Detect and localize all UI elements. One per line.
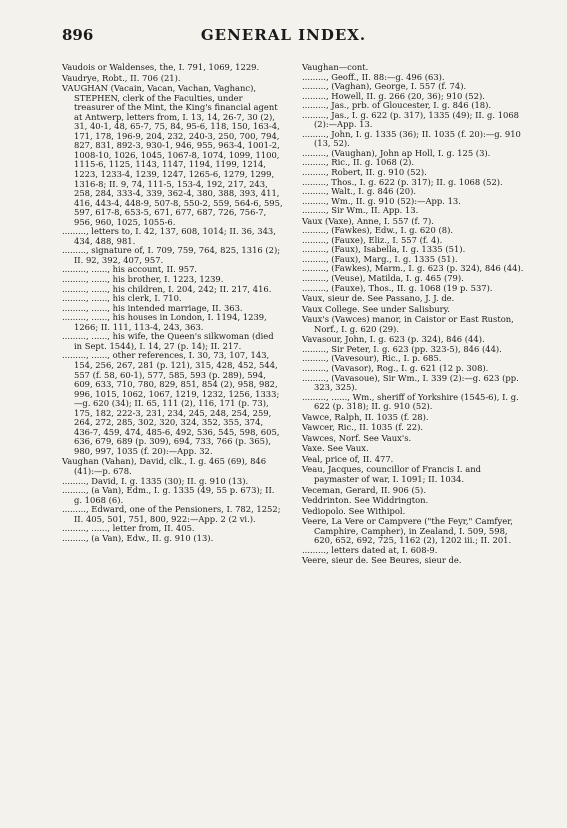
index-entry: ........., ......, his wife, the Queen's silkwoman (died in Sept. 1544), I. 14, 27 (p. 14); II. 217. xyxy=(62,331,274,351)
index-entry: ........., (Vavesour), Ric., I. p. 685. xyxy=(302,353,442,364)
index-entry: Vawcer, Ric., II. 1035 (f. 22). xyxy=(302,422,424,433)
index-entry: Vaudois or Waldenses, the, I. 791, 1069, 1229. xyxy=(62,62,260,72)
index-entry: ........., Sir Peter, I. g. 623 (pp. 323-5), 846 (44). xyxy=(302,343,502,354)
index-entry: ........., Geoff., II. 88:—g. 496 (63). xyxy=(302,71,445,82)
page-header xyxy=(0,26,567,46)
index-entry: ........., Thos., I. g. 622 (p. 317); II. g. 1068 (52). xyxy=(302,176,503,187)
index-entry: Vaux (Vaxe), Anne, I. 557 (f. 7). xyxy=(302,215,434,226)
index-entry: Veceman, Gerard, II. 906 (5). xyxy=(302,484,426,495)
index-entry: Vawces, Norf. See Vaux's. xyxy=(302,432,412,443)
index-entry: ........., John, I. g. 1335 (36); II. 1035 (f. 20):—g. 910 (13, 52). xyxy=(302,128,521,149)
index-entry: Vawce, Ralph, II. 1035 (f. 28). xyxy=(302,411,429,422)
index-entry: Veau, Jacques, councillor of Francis I. and paymaster of war, I. 1091; II. 1034. xyxy=(302,464,481,484)
index-entry: ........., Wm., II. g. 910 (52):—App. 13. xyxy=(302,195,461,206)
index-entry: ........., ......, his children, I. 204, 242; II. 217, 416. xyxy=(62,283,272,294)
index-entry: Vaudrye, Robt., II. 706 (21). xyxy=(62,72,181,83)
index-entry: ........., (a Van), Edm., I. g. 1335 (49, 55 p. 673); II. g. 1068 (6). xyxy=(62,485,275,505)
index-entry: Vaughan (Vahan), David, clk., I. g. 465 (69), 846 (41):—p. 678. xyxy=(62,456,267,476)
index-entry: ........., letters to, I. 42, 137, 608, 1014; II. 36, 343, 434, 488, 981. xyxy=(62,226,276,246)
index-entry: ........., (Faux), Isabella, I. g. 1335 (51). xyxy=(302,244,466,255)
index-entry: Vaux's (Vawces) manor, in Caistor or East Ruston, Norf., I. g. 620 (29). xyxy=(302,314,514,334)
index-entry: ........., ......, his intended marriage, II. 363. xyxy=(62,302,243,313)
index-entry: ........., letters dated at, I. 608-9. xyxy=(302,544,438,555)
index-entry: ........., ......, letter from, II. 405. xyxy=(62,523,195,534)
index-entry: ........., (Fawkes), Marm., I. g. 623 (p. 324), 846 (44). xyxy=(302,263,524,274)
index-entry: ........., Edward, one of the Pensioners, I. 782, 1252; II. 405, 501, 751, 800, 922:—App. 2 (2 vi.). xyxy=(62,504,281,524)
index-entry: ........., (Vaghan), George, I. 557 (f. 74). xyxy=(302,81,467,92)
index-entry: ........., Jas., prb. of Gloucester, I. g. 846 (18). xyxy=(302,100,492,111)
index-entry: ........., (Fauxe), Thos., II. g. 1068 (19 p. 537). xyxy=(302,282,493,293)
index-entry: ........., ......, his brother, I. 1223, 1239. xyxy=(62,274,224,285)
index-entry: ........., (Faux), Marg., I. g. 1335 (51). xyxy=(302,253,458,264)
index-entry: ........., (Veuse), Matilda, I. g. 465 (79). xyxy=(302,273,464,284)
index-entry: ........., ......, Wm., sheriff of Yorkshire (1545-6), I. g. 622 (p. 318); II. g. 910 (52). xyxy=(302,391,519,412)
index-entry: ........., Walt., I. g. 846 (20). xyxy=(302,186,417,197)
left-index-column xyxy=(62,62,284,543)
index-entry: ........., ......, his clerk, I. 710. xyxy=(62,293,182,304)
index-entry: ........., ......, his account, II. 957. xyxy=(62,264,198,275)
index-entry: Veal, price of, II. 477. xyxy=(302,453,394,464)
page-title: GENERAL INDEX. xyxy=(200,26,367,44)
index-entry: VAUGHAN (Vacain, Vacan, Vachan, Vaghanc), STEPHEN, clerk of the Faculties, under treasurer of the Mint, the King's financial agent at Antwerp, letters from, I. 13, 14, 26-7, 30 (2), 31, 40-1, 48, 65-7, 75, 84, 95-6, 118, 150, 163-4, 171, 178, 196-9, 204, 232, 240-3, 250, 700, 794, 827, 831, 892-3, 930-1, 946, 955, 963-4, 1001-2, 1008-10, 1026, 1045, 1067-8, 1074, 1099, 1100, 1115-6, 1125, 1143, 1147, 1194, 1199, 1214, 1223, 1233-4, 1239, 1247, 1265-6, 1279, 1299, 1316-8; II. 9, 74, 111-5, 153-4, 192, 217, 243, 258, 284, 333-4, 339, 362-4, 380, 388, 393, 411, 416, 443-4, 448-9, 507-8, 550-2, 559, 564-6, 595, 597, 617-8, 653-5, 671, 677, 687, 726, 756-7, 956, 960, 1025, 1055-6. xyxy=(62,83,283,227)
index-entry: ........., ......, his houses in London, I. 1194, 1239, 1266; II. 111, 113-4, 243, 363. xyxy=(62,312,267,332)
index-entry: ........., Sir Wm., II. App. 13. xyxy=(302,205,419,216)
index-entry: Vediopolo. See Withipol. xyxy=(302,505,406,516)
index-entry: Vaxe. See Vaux. xyxy=(302,443,369,454)
index-entry: Veere, La Vere or Campvere ("the Feyr," Camfyer, Camphire, Campher), in Zealand, I. 509, 598, 620, 652, 692, 725, 1162 (2), 1202 iii.; II. 201. xyxy=(302,516,513,546)
index-entry: ........., (Vaughan), John ap Holl, I. g. 125 (3). xyxy=(302,147,491,158)
index-entry: Vaughan—cont. xyxy=(302,62,369,72)
index-entry: ........., (Vavasoue), Sir Wm., I. 339 (2):—g. 623 (pp. 323, 325). xyxy=(302,372,519,393)
index-entry: ........., Howell, II. g. 266 (20, 36); 910 (52). xyxy=(302,90,485,101)
index-entry: Veere, sieur de. See Beures, sieur de. xyxy=(302,555,462,566)
index-entry: ........., Ric., II. g. 1068 (2). xyxy=(302,157,415,168)
index-entry: ........., (Vavasor), Rog., I. g. 621 (12 p. 308). xyxy=(302,362,489,373)
right-index-column xyxy=(302,62,524,566)
index-entry: ........., David, I. g. 1335 (30); II. g. 910 (13). xyxy=(62,475,249,486)
index-entry: Vavasour, John, I. g. 623 (p. 324), 846 (44). xyxy=(302,334,485,345)
index-entry: Vaux College. See under Salisbury. xyxy=(302,303,450,314)
index-entry: Veddrinton. See Widdrington. xyxy=(302,495,429,506)
index-entry: ........., ......, other references, I. 30, 73, 107, 143, 154, 256, 267, 281 (p. 121), 315, 428, 452, 544, 557 (f. 58, 60-1), 577, 585, 593 (p. 289), 594, 609, 633, 710, 780, 829, 851, 854 (2), 958, 982, 996, 1015, 1062, 1067, 1219, 1232, 1256, 1333;—g. 620 (34); II. 65, 111 (2), 116, 171 (p. 73), 175, 182, 222-3, 231, 234, 245, 248, 254, 259, 264, 272, 285, 302, 320, 324, 352, 355, 374, 436-7, 459, 474, 485-6, 492, 536, 545, 598, 605, 636, 679, 689 (p. 309), 694, 733, 766 (p. 365), 980, 997, 1035 (f. 20):—App. 32. xyxy=(62,350,280,456)
index-entry: ........., Robert, II. g. 910 (52). xyxy=(302,167,427,178)
index-entry: ........., Jas., I. g. 622 (p. 317), 1335 (49); II. g. 1068 (2):—App. 13. xyxy=(302,109,520,130)
index-entry: ........., (a Van), Edw., II. g. 910 (13). xyxy=(62,532,214,543)
index-entry: ........., signature of, I. 709, 759, 764, 825, 1316 (2); II. 92, 392, 407, 957. xyxy=(62,245,281,265)
index-entry: ........., (Fauxe), Eliz., I. 557 (f. 4). xyxy=(302,234,443,245)
index-entry: ........., (Fawkes), Edw., I. g. 620 (8). xyxy=(302,225,454,236)
index-entry: Vaux, sieur de. See Passano, J. J. de. xyxy=(302,293,455,304)
page-number: 896 xyxy=(62,26,94,44)
